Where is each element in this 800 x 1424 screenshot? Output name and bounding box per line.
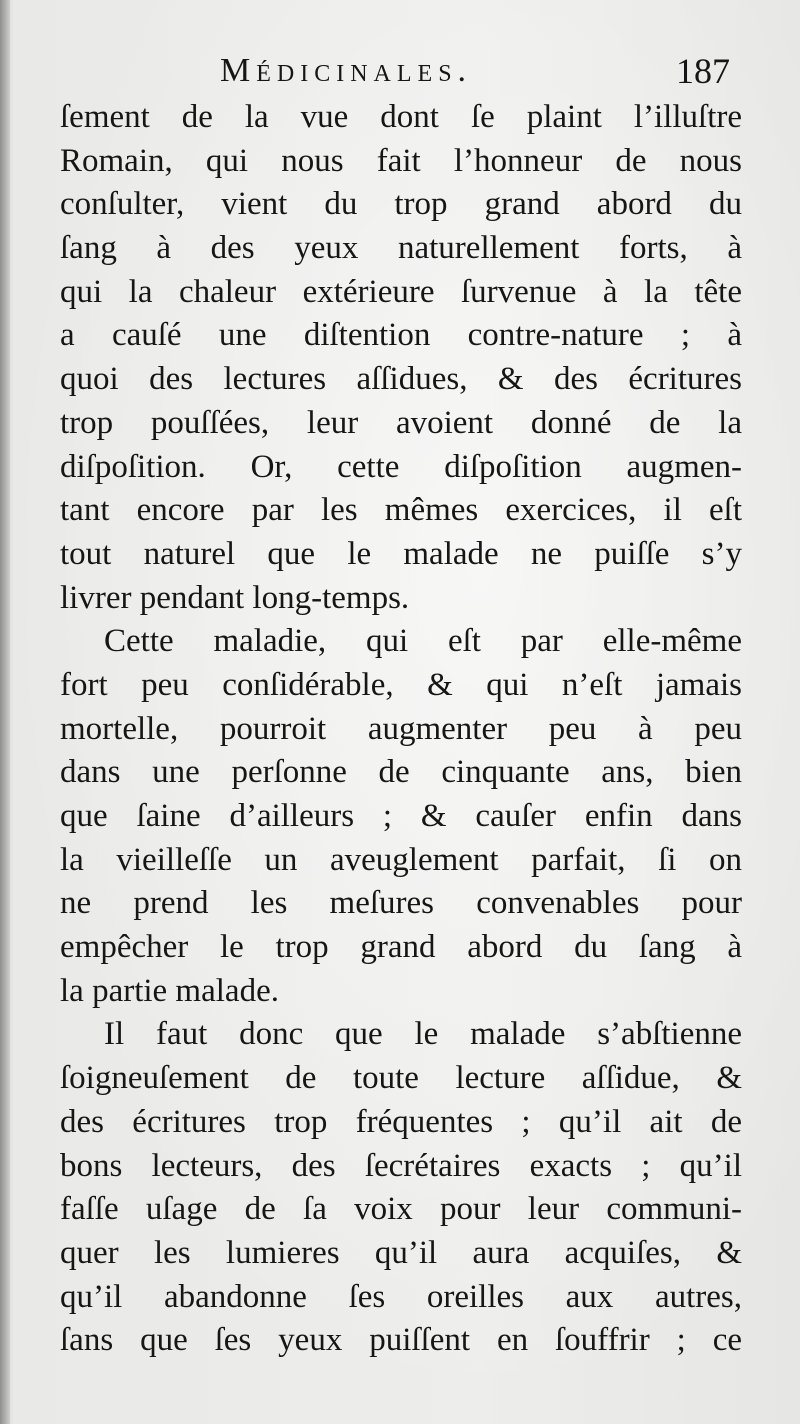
text-line: ſement de la vue dont ſe plaint l’illuſtre [60, 99, 742, 135]
text-line: ſans que ſes yeux puiſſent en ſouffrir ; ce [60, 1322, 742, 1359]
body-text [60, 96, 742, 1386]
text-line: a cauſé une diſtention contre-nature ; à [60, 317, 742, 354]
text-line: ſoigneuſement de toute lecture aſſidue, & [60, 1060, 742, 1097]
text-line: empêcher le trop grand abord du ſang à [60, 929, 742, 966]
text-line: quoi des lectures aſſidues, & des écritures [60, 361, 742, 398]
text-line: la vieilleſſe un aveuglement parfait, ſi on [60, 841, 742, 878]
paragraph-start-line: Il faut donc que le malade s’abſtienne [104, 1016, 742, 1053]
paragraph-start-line: Cette maladie, qui eſt par elle-même [104, 623, 742, 660]
text-line: dans une perſonne de cinquante ans, bien [60, 754, 742, 791]
text-line: diſpoſition. Or, cette diſpoſition augmen- [60, 448, 742, 485]
text-line: bons lecteurs, des ſecrétaires exacts ; qu’il [60, 1147, 742, 1184]
paragraph-end-line: livrer pendant long-temps. [60, 579, 410, 616]
text-line: fort peu conſidérable, & qui n’eſt jamais [60, 666, 742, 703]
text-line: des écritures trop fréquentes ; qu’il ait de [60, 1103, 742, 1140]
text-line: mortelle, pourroit augmenter peu à peu [60, 710, 742, 747]
text-line: ſang à des yeux naturellement forts, à [60, 230, 742, 267]
text-line: ne prend les meſures convenables pour [60, 885, 742, 922]
running-title: Médicinales. [220, 52, 473, 89]
text-line: Romain, qui nous fait l’honneur de nous [60, 142, 742, 179]
page-number: 187 [676, 51, 730, 91]
page-header [62, 50, 740, 92]
text-line: conſulter, vient du trop grand abord du [60, 186, 742, 223]
paragraph-end-line: la partie malade. [60, 972, 279, 1009]
text-line: faſſe uſage de ſa voix pour leur communi- [60, 1191, 742, 1228]
text-line: que ſaine d’ailleurs ; & cauſer enfin dans [60, 798, 742, 834]
text-line: qui la chaleur extérieure ſurvenue à la tête [60, 273, 742, 310]
text-line: tant encore par les mêmes exercices, il eſt [60, 492, 742, 529]
text-line: qu’il abandonne ſes oreilles aux autres, [60, 1278, 742, 1315]
page-gutter-shadow [0, 0, 10, 1424]
text-line: trop pouſſées, leur avoient donné de la [60, 404, 742, 441]
text-line: tout naturel que le malade ne puiſſe s’y [60, 535, 742, 572]
text-line: quer les lumieres qu’il aura acquiſes, & [60, 1234, 742, 1271]
